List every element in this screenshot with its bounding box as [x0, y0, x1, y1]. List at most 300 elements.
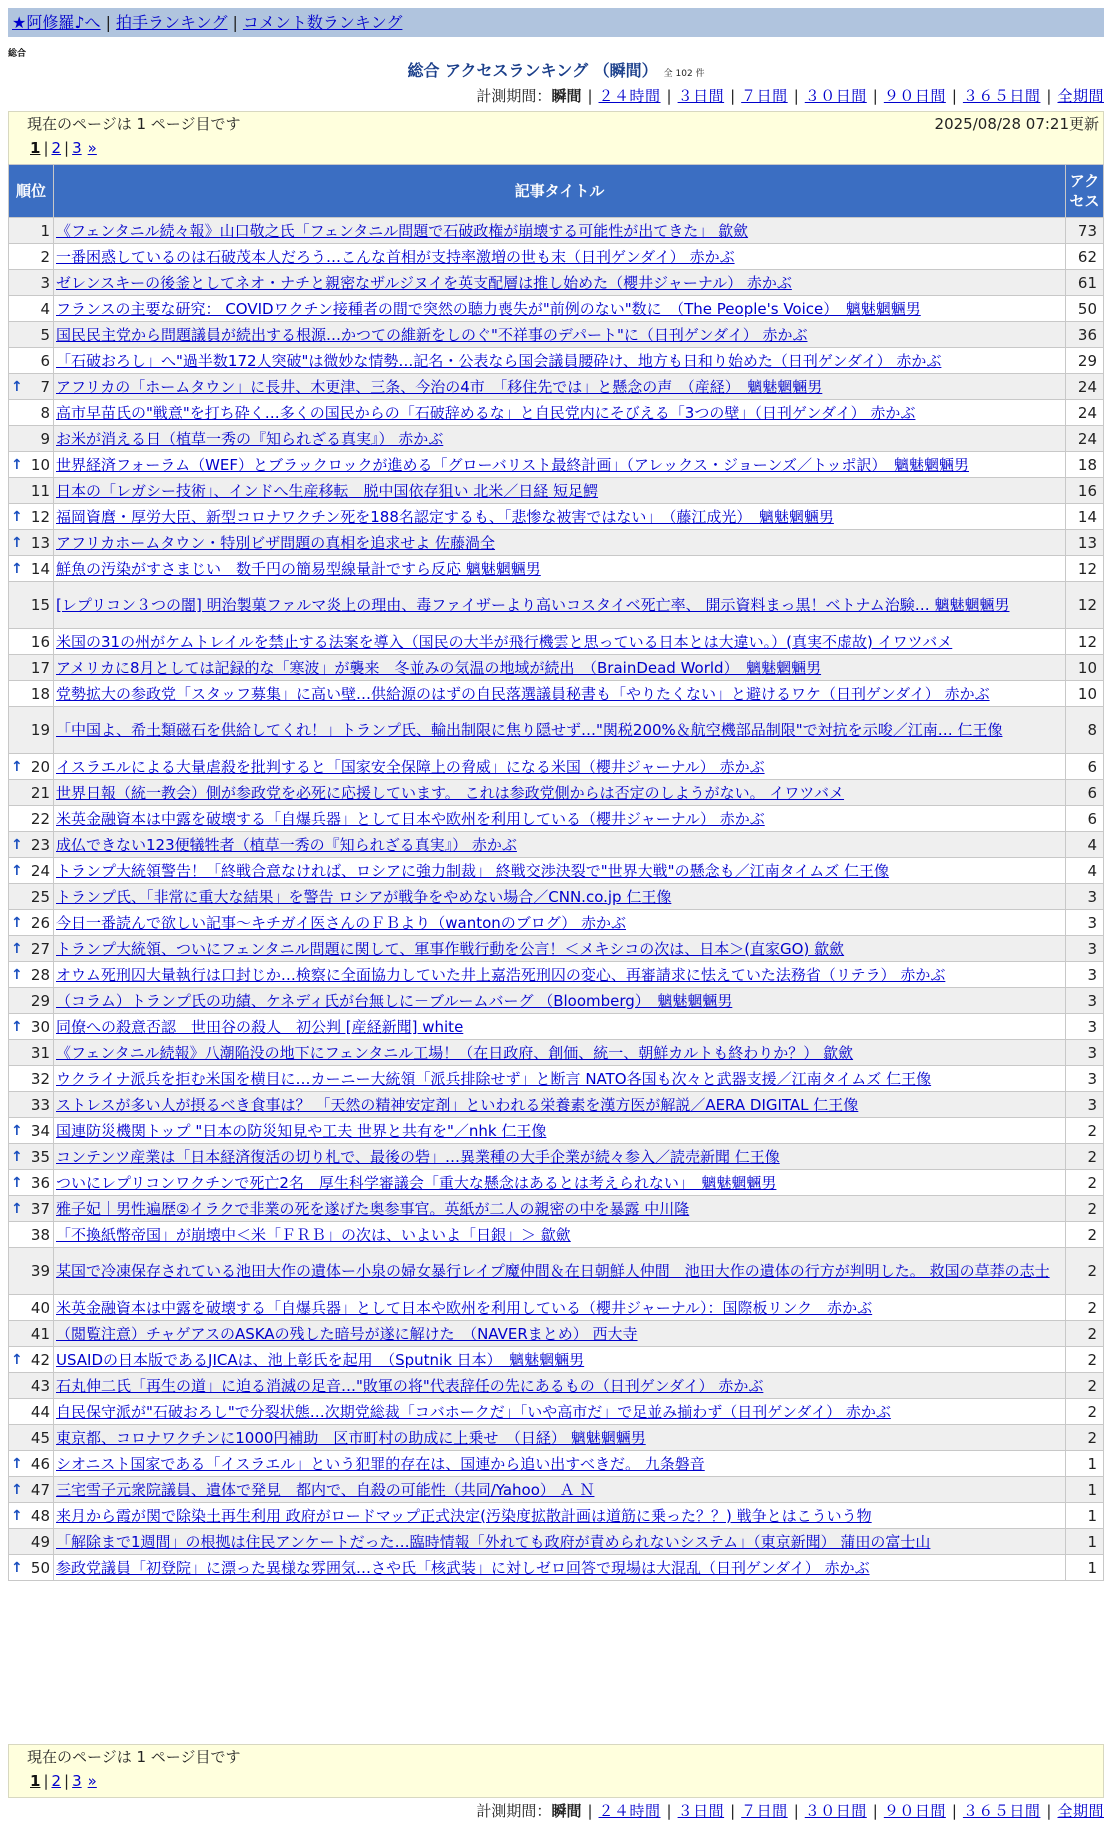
period-link-top-6[interactable]: 全期間 [1057, 87, 1104, 105]
access-count: 16 [1066, 478, 1103, 503]
rank-number: 33 [30, 1095, 50, 1114]
up-arrow-icon: ↑ [11, 940, 23, 957]
access-count: 29 [1066, 348, 1103, 373]
access-count: 62 [1066, 244, 1103, 269]
table-row [9, 400, 1103, 425]
table-row [9, 1529, 1103, 1554]
applause-ranking-link[interactable]: 拍手ランキング [115, 13, 228, 32]
comment-ranking-link[interactable]: コメント数ランキング [242, 13, 403, 32]
title-cell [54, 1092, 1065, 1117]
article-title-link[interactable]: 高市早苗氏の"戦意"を打ち砕く…多くの国民からの「石破辞めるな」と自民党内にそびえる「3つの壁」（日刊ゲンダイ） 赤かぶ [56, 403, 916, 422]
title-cell [54, 296, 1065, 321]
access-count: 2 [1066, 1425, 1103, 1450]
page-title [0, 60, 1112, 85]
nav-separator: | [232, 13, 238, 32]
title-cell [54, 1373, 1065, 1398]
title-cell [54, 1529, 1065, 1554]
rank-cell [9, 1170, 53, 1195]
article-title-link[interactable]: トランプ大統領、ついにフェンタニル問題に関して、軍事作戦行動を公言！＜メキシコの次は、日本＞(直家GO) 歙歛 [56, 939, 845, 958]
next-page-link[interactable]: » [87, 139, 97, 157]
up-arrow-icon: ↑ [11, 758, 23, 775]
access-count: 3 [1066, 1014, 1103, 1039]
article-title-link[interactable]: 雅子妃｜男性遍歴②イラクで非業の死を遂げた奥参事官。英紙が二人の親密の中を暴露 中川隆 [56, 1199, 690, 1218]
rank-cell [9, 884, 53, 909]
article-title-link[interactable]: 世界経済フォーラム（WEF）とブラックロックが進める「グローバリスト最終計画」（アレックス・ジョーンズ／トッポ訳） 魑魅魍魎男 [56, 455, 969, 474]
article-title-link[interactable]: 国連防災機関トップ "日本の防災知見や工夫 世界と共有を"／nhk 仁王像 [56, 1121, 547, 1140]
article-title-link[interactable]: ストレスが多い人が摂るべき食事は？ 「天然の精神安定剤」といわれる栄養素を漢方医が解説／AERA DIGITAL 仁王像 [56, 1095, 859, 1114]
rank-number: 50 [30, 1558, 50, 1577]
article-title-link[interactable]: 福岡資麿・厚労大臣、新型コロナワクチン死を188名認定するも、「悲惨な被害ではない」 （藤江成光） 魑魅魍魎男 [56, 507, 834, 526]
rank-number: 1 [40, 221, 50, 240]
page-link-3[interactable]: 3 [72, 139, 82, 157]
rank-cell [9, 858, 53, 883]
access-count: 2 [1066, 1196, 1103, 1221]
title-cell [54, 754, 1065, 779]
up-arrow-icon: ↑ [11, 1351, 23, 1368]
rank-cell [9, 936, 53, 961]
access-count: 4 [1066, 858, 1103, 883]
article-title-link[interactable]: 成仏できない123便犠牲者（植草一秀の『知られざる真実』） 赤かぶ [56, 835, 517, 854]
table-row [9, 1222, 1103, 1247]
rank-number: 31 [30, 1043, 50, 1062]
article-title-link[interactable]: 自民保守派が"石破おろし"で分裂状態…次期党総裁「コバホークだ」「いや高市だ」で足並み揃わず（日刊ゲンダイ） 赤かぶ [56, 1402, 891, 1421]
title-cell [54, 1425, 1065, 1450]
article-title-link[interactable]: コンテンツ産業は「日本経済復活の切り札で、最後の砦」…異業種の大手企業が続々参入／読売新聞 仁王像 [56, 1147, 780, 1166]
total-count: 全 102 件 [663, 69, 705, 79]
period-separator: | [793, 87, 799, 105]
period-link-bottom-1[interactable]: ３日間 [677, 1802, 725, 1820]
up-arrow-icon: ↑ [11, 534, 23, 551]
article-title-link[interactable]: 東京都、コロナワクチンに1000円補助 区市町村の助成に上乗せ （日経） 魑魅魍魎男 [56, 1428, 646, 1447]
table-row [9, 348, 1103, 373]
period-link-top-2[interactable]: ７日間 [741, 87, 788, 105]
article-title-link[interactable]: 鮮魚の汚染がすさまじい 数千円の簡易型線量計ですら反応 魑魅魍魎男 [56, 559, 541, 578]
title-cell [54, 629, 1065, 654]
title-cell [54, 452, 1065, 477]
nav-separator: | [105, 13, 111, 32]
table-row [9, 1373, 1103, 1398]
period-separator: | [666, 1802, 672, 1820]
rank-number: 6 [40, 351, 50, 370]
rank-cell [9, 270, 53, 295]
period-link-top-3[interactable]: ３０日間 [804, 87, 867, 105]
article-title-link[interactable]: （閲覧注意）チャゲアスのASKAの残した暗号が遂に解けた （NAVERまとめ） 西大寺 [56, 1324, 638, 1343]
table-row [9, 1347, 1103, 1372]
rank-cell [9, 988, 53, 1013]
title-cell [54, 478, 1065, 503]
article-title-link[interactable]: 米英金融資本は中露を破壊する「自爆兵器」として日本や欧州を利用している（櫻井ジャーナル） 赤かぶ [56, 809, 765, 828]
access-count: 3 [1066, 962, 1103, 987]
pagination-separator: | [43, 1772, 49, 1790]
period-separator: | [951, 1802, 957, 1820]
period-link-top-0[interactable]: ２４時間 [598, 87, 661, 105]
rank-cell [9, 707, 53, 753]
access-count: 10 [1066, 655, 1103, 680]
period-link-bottom-3[interactable]: ３０日間 [804, 1802, 867, 1820]
article-title-link[interactable]: 三宅雪子元衆院議員、遺体で発見 都内で、自殺の可能性（共同/Yahoo） Ａ Ｎ [56, 1480, 595, 1499]
rank-cell [9, 400, 53, 425]
article-title-link[interactable]: シオニスト国家である「イスラエル」という犯罪的存在は、国連から追い出すべきだ。 九条磐音 [56, 1454, 705, 1473]
title-cell [54, 1555, 1065, 1580]
rank-number: 37 [30, 1199, 50, 1218]
rank-number: 18 [30, 684, 50, 703]
access-count: 2 [1066, 1144, 1103, 1169]
rank-cell [9, 530, 53, 555]
table-row [9, 936, 1103, 961]
title-cell [54, 556, 1065, 581]
table-row [9, 1503, 1103, 1528]
rank-number: 20 [30, 757, 50, 776]
access-count: 3 [1066, 884, 1103, 909]
rank-cell [9, 582, 53, 628]
rank-cell [9, 962, 53, 987]
rank-number: 28 [30, 965, 50, 984]
rank-cell [9, 1295, 53, 1320]
rank-number: 48 [30, 1506, 50, 1525]
table-row [9, 681, 1103, 706]
up-arrow-icon: ↑ [11, 836, 23, 853]
article-title-link[interactable]: 同僚への殺意否認 世田谷の殺人 初公判 [産経新聞] white [56, 1017, 464, 1036]
up-arrow-icon: ↑ [11, 508, 23, 525]
rank-number: 17 [30, 658, 50, 677]
rank-number: 41 [30, 1324, 50, 1343]
table-row [9, 556, 1103, 581]
period-selector-bottom [476, 1801, 1104, 1821]
title-cell [54, 1144, 1065, 1169]
period-link-bottom-5[interactable]: ３６５日間 [962, 1802, 1041, 1820]
rank-number: 13 [30, 533, 50, 552]
rank-cell [9, 452, 53, 477]
article-title-link[interactable]: アフリカホームタウン・特別ビザ問題の真相を追求せよ 佐藤渦全 [56, 533, 496, 552]
table-row [9, 1425, 1103, 1450]
access-count: 13 [1066, 530, 1103, 555]
access-count: 12 [1066, 556, 1103, 581]
rank-number: 24 [30, 861, 50, 880]
rank-number: 22 [30, 809, 50, 828]
access-count: 61 [1066, 270, 1103, 295]
access-count: 2 [1066, 1347, 1103, 1372]
rank-cell [9, 478, 53, 503]
access-count: 1 [1066, 1529, 1103, 1554]
rank-cell [9, 1066, 53, 1091]
table-row [9, 1118, 1103, 1143]
rank-cell [9, 832, 53, 857]
title-cell [54, 348, 1065, 373]
table-row [9, 962, 1103, 987]
article-title-link[interactable]: 某国で冷凍保存されている池田大作の遺体ー小泉の婦女暴行レイプ魔仲間＆在日朝鮮人仲間 池田大作の遺体の行方が判明した。 救国の草莽の志士 [56, 1262, 1050, 1280]
article-title-link[interactable]: 《フェンタニル続報》八潮陥没の地下にフェンタニル工場！（在日政府、創価、統一、朝鮮カルトも終わりか？） 歙歛 [56, 1043, 854, 1062]
table-row [9, 884, 1103, 909]
rank-cell [9, 780, 53, 805]
rank-number: 43 [30, 1376, 50, 1395]
title-cell [54, 707, 1065, 753]
period-link-bottom-2[interactable]: ７日間 [741, 1802, 788, 1820]
rank-cell [9, 1451, 53, 1476]
rank-number: 26 [30, 913, 50, 932]
table-row [9, 1066, 1103, 1091]
page-link-3[interactable]: 3 [72, 1772, 82, 1790]
article-title-link[interactable]: 参政党議員「初登院」に漂った異様な雰囲気…さや氏「核武装」に対しゼロ回答で現場は大混乱（日刊ゲンダイ） 赤かぶ [56, 1558, 870, 1577]
access-count: 50 [1066, 296, 1103, 321]
access-count: 3 [1066, 1040, 1103, 1065]
up-arrow-icon: ↑ [11, 1481, 23, 1498]
article-title-link[interactable]: 米英金融資本は中露を破壊する「自爆兵器」として日本や欧州を利用している（櫻井ジャーナル）：国際板リンク 赤かぶ [56, 1298, 873, 1317]
period-link-top-5[interactable]: ３６５日間 [962, 87, 1041, 105]
ranking-table-body [9, 218, 1103, 1580]
article-title-link[interactable]: オウム死刑囚大量執行は口封じか…検察に全面協力していた井上嘉浩死刑囚の変心、再審請求に怯えていた法務省（リテラ） 赤かぶ [56, 965, 946, 984]
period-separator: | [730, 1802, 736, 1820]
rank-number: 3 [40, 273, 50, 292]
rank-cell [9, 1040, 53, 1065]
rank-number: 21 [30, 783, 50, 802]
title-cell [54, 1347, 1065, 1372]
article-title-link[interactable]: フランスの主要な研究： COVIDワクチン接種者の間で突然の聴力喪失が"前例のない"数に （The People's Voice） 魑魅魍魎男 [56, 299, 921, 318]
ranking-table [8, 164, 1104, 1581]
top-nav-bar [8, 8, 1104, 37]
article-title-link[interactable]: 党勢拡大の参政党「スタッフ募集」に高い壁…供給源のはずの自民落選議員秘書も「やりたくない」と避けるワケ（日刊ゲンダイ） 赤かぶ [56, 684, 990, 703]
article-title-link[interactable]: トランプ氏、「非常に重大な結果」を警告 ロシアが戦争をやめない場合／CNN.co.jp 仁王像 [56, 887, 672, 906]
title-cell [54, 962, 1065, 987]
title-cell [54, 530, 1065, 555]
title-cell [54, 400, 1065, 425]
table-row [9, 244, 1103, 269]
article-title-link[interactable]: 今日一番読んで欲しい記事～キチガイ医さんのＦＢより（wantonのブログ） 赤かぶ [56, 913, 627, 932]
access-count: 2 [1066, 1295, 1103, 1320]
article-title-link[interactable]: 日本の「レガシー技術」、インドへ生産移転 脱中国依存狙い 北米／日経 短足鰐 [56, 481, 599, 500]
table-row [9, 478, 1103, 503]
period-separator: | [1046, 87, 1052, 105]
title-cell [54, 780, 1065, 805]
title-cell [54, 1170, 1065, 1195]
next-page-link[interactable]: » [87, 1772, 97, 1790]
period-link-top-4[interactable]: ９０日間 [883, 87, 946, 105]
current-page-text: 現在のページは 1 ページ目です [27, 1748, 241, 1766]
table-row [9, 1555, 1103, 1580]
period-current: 瞬間 [551, 1802, 582, 1820]
rank-cell [9, 1118, 53, 1143]
title-cell [54, 1451, 1065, 1476]
period-link-bottom-6[interactable]: 全期間 [1057, 1802, 1104, 1820]
table-row [9, 629, 1103, 654]
rank-cell [9, 1092, 53, 1117]
rank-cell [9, 1425, 53, 1450]
access-count: 73 [1066, 218, 1103, 243]
article-title-link[interactable]: （コラム）トランプ氏の功績、ケネディ氏が台無しに－ブルームバーグ （Bloomberg） 魑魅魍魎男 [56, 991, 733, 1010]
rank-number: 23 [30, 835, 50, 854]
access-count: 12 [1066, 582, 1103, 628]
rank-number: 35 [30, 1147, 50, 1166]
article-title-link[interactable]: 「不換紙幣帝国」が崩壊中＜米「ＦＲＢ」の次は、いよいよ「日銀」＞ 歙歛 [56, 1225, 571, 1244]
title-cell [54, 1118, 1065, 1143]
article-title-link[interactable]: 国民民主党から問題議員が続出する根源…かつての維新をしのぐ"不祥事のデパート"に（日刊ゲンダイ） 赤かぶ [56, 325, 808, 344]
period-separator: | [793, 1802, 799, 1820]
access-count: 6 [1066, 780, 1103, 805]
rank-number: 30 [30, 1017, 50, 1036]
rank-number: 49 [30, 1532, 50, 1551]
rank-number: 19 [30, 721, 50, 739]
page-status-row [9, 112, 1103, 136]
table-row [9, 1092, 1103, 1117]
rank-cell [9, 910, 53, 935]
rank-cell [9, 1373, 53, 1398]
period-link-bottom-0[interactable]: ２４時間 [598, 1802, 661, 1820]
page-info-bottom [8, 1744, 1104, 1798]
title-cell [54, 1014, 1065, 1039]
title-cell [54, 374, 1065, 399]
period-link-bottom-4[interactable]: ９０日間 [883, 1802, 946, 1820]
page-info-top [8, 111, 1104, 165]
title-cell [54, 218, 1065, 243]
table-row [9, 780, 1103, 805]
rank-cell [9, 629, 53, 654]
table-row [9, 270, 1103, 295]
table-row [9, 832, 1103, 857]
access-count: 14 [1066, 504, 1103, 529]
access-count: 2 [1066, 1321, 1103, 1346]
access-count: 2 [1066, 1248, 1103, 1294]
rank-number: 8 [40, 403, 50, 422]
title-cell [54, 1321, 1065, 1346]
table-row [9, 707, 1103, 753]
table-row [9, 322, 1103, 347]
article-title-link[interactable]: USAIDの日本版であるJICAは、池上彰氏を起用 （Sputnik 日本） 魑魅魍魎男 [56, 1350, 585, 1369]
pagination [9, 136, 1103, 160]
table-row [9, 1144, 1103, 1169]
title-cell [54, 806, 1065, 831]
page-link-1[interactable]: 1 [30, 139, 41, 157]
rank-number: 29 [30, 991, 50, 1010]
article-title-link[interactable]: 来月から霞が関で除染土再生利用 政府がロードマップ正式決定(汚染度拡散計画は道筋に乗った？？) 戦争とはこういう物 [56, 1506, 872, 1525]
rank-cell [9, 1477, 53, 1502]
access-count: 6 [1066, 754, 1103, 779]
rank-number: 4 [40, 299, 50, 318]
article-title-link[interactable]: [レプリコン３つの闇] 明治製菓ファルマ炎上の理由、毒ファイザーより高いコスタイベ死亡率、 開示資料まっ黒！ベトナム治験… 魑魅魍魎男 [56, 596, 1010, 614]
up-arrow-icon: ↑ [11, 1148, 23, 1165]
rank-cell [9, 1248, 53, 1294]
page-link-2[interactable]: 2 [51, 139, 62, 157]
period-label: 計測期間： [476, 1802, 552, 1820]
table-row [9, 1399, 1103, 1424]
rank-number: 12 [30, 507, 50, 526]
up-arrow-icon: ↑ [11, 862, 23, 879]
article-title-link[interactable]: 《フェンタニル続々報》山口敬之氏「フェンタニル問題で石破政権が崩壊する可能性が出てきた」 歙歛 [56, 221, 749, 240]
rank-number: 32 [30, 1069, 50, 1088]
rank-cell [9, 348, 53, 373]
rank-number: 46 [30, 1454, 50, 1473]
section-label: 総合 [8, 49, 27, 59]
title-cell [54, 858, 1065, 883]
table-header-row [9, 165, 1103, 217]
title-cell [54, 936, 1065, 961]
article-title-link[interactable]: 「解除まで1週間」の根拠は住民アンケートだった…臨時情報「外れても政府が責められないシステム」（東京新聞） 蒲田の富士山 [56, 1532, 931, 1551]
article-title-link[interactable]: ついにレプリコンワクチンで死亡2名 厚生科学審議会「重大な懸念はあるとは考えられない」 魑魅魍魎男 [56, 1173, 777, 1192]
access-count: 4 [1066, 832, 1103, 857]
access-count: 3 [1066, 936, 1103, 961]
table-row [9, 296, 1103, 321]
period-separator: | [951, 87, 957, 105]
rank-cell [9, 1503, 53, 1528]
rank-header: 順位 [9, 165, 53, 217]
title-cell [54, 1196, 1065, 1221]
article-title-link[interactable]: ゼレンスキーの後釜としてネオ・ナチと親密なザルジヌイを英支配層は推し始めた（櫻井ジャーナル） 赤かぶ [56, 273, 792, 292]
title-cell [54, 1222, 1065, 1247]
pagination-separator: | [64, 1772, 70, 1790]
rank-number: 36 [30, 1173, 50, 1192]
up-arrow-icon: ↑ [11, 560, 23, 577]
table-row [9, 1196, 1103, 1221]
title-cell [54, 582, 1065, 628]
period-separator: | [1046, 1802, 1052, 1820]
rank-number: 2 [40, 247, 50, 266]
up-arrow-icon: ↑ [11, 1200, 23, 1217]
period-link-top-1[interactable]: ３日間 [677, 87, 725, 105]
rank-cell [9, 556, 53, 581]
table-row [9, 806, 1103, 831]
title-cell [54, 832, 1065, 857]
rank-cell [9, 1555, 53, 1580]
table-row [9, 1248, 1103, 1294]
page-link-1[interactable]: 1 [30, 1772, 41, 1790]
up-arrow-icon: ↑ [11, 1559, 23, 1576]
table-row [9, 374, 1103, 399]
access-count: 24 [1066, 374, 1103, 399]
rank-cell [9, 296, 53, 321]
period-separator: | [587, 1802, 593, 1820]
up-arrow-icon: ↑ [11, 1122, 23, 1139]
table-row [9, 452, 1103, 477]
period-label: 計測期間： [476, 87, 552, 105]
article-title-link[interactable]: 一番困惑しているのは石破茂本人だろう…こんな首相が支持率激増の世も末（日刊ゲンダイ） 赤かぶ [56, 247, 735, 266]
access-count: 2 [1066, 1118, 1103, 1143]
article-title-link[interactable]: ウクライナ派兵を拒む米国を横目に…カーニー大統領「派兵排除せず」と断言 NATO各国も次々と武器支援／江南タイムズ 仁王像 [56, 1069, 932, 1088]
article-title-link[interactable]: アフリカの「ホームタウン」に長井、木更津、三条、今治の4市 「移住先では」と懸念の声 （産経） 魑魅魍魎男 [56, 377, 823, 396]
article-title-link[interactable]: 米国の31の州がケムトレイルを禁止する法案を導入（国民の大半が飛行機雲と思っている日本とは大違い。）(真実不虚故) イワツバメ [56, 632, 953, 651]
rank-cell [9, 374, 53, 399]
rank-number: 9 [40, 429, 50, 448]
article-title-link[interactable]: お米が消える日（植草一秀の『知られざる真実』） 赤かぶ [56, 429, 444, 448]
title-cell [54, 1040, 1065, 1065]
rank-cell [9, 1399, 53, 1424]
table-row [9, 1014, 1103, 1039]
table-row [9, 218, 1103, 243]
access-count: 24 [1066, 400, 1103, 425]
access-count: 2 [1066, 1399, 1103, 1424]
up-arrow-icon: ↑ [11, 1507, 23, 1524]
title-cell [54, 910, 1065, 935]
home-link[interactable]: ★阿修羅♪へ [12, 13, 101, 32]
rank-cell [9, 1529, 53, 1554]
article-title-link[interactable]: 「石破おろし」へ"過半数172人突破"は微妙な情勢…記名・公表なら国会議員腰砕け、地方も日和り始めた（日刊ゲンダイ） 赤かぶ [56, 351, 942, 370]
table-row [9, 1321, 1103, 1346]
title-cell [54, 681, 1065, 706]
page-title-text: 総合 アクセスランキング （瞬間） [407, 61, 658, 80]
page-link-2[interactable]: 2 [51, 1772, 62, 1790]
rank-cell [9, 1347, 53, 1372]
article-title-link[interactable]: イスラエルによる大量虐殺を批判すると「国家安全保障上の脅威」になる米国（櫻井ジャーナル） 赤かぶ [56, 757, 765, 776]
article-title-link[interactable]: 世界日報（統一教会）側が参政党を必死に応援しています。 これは参政党側からは否定のしようがない。 イワツバメ [56, 783, 845, 802]
pagination-separator: | [64, 139, 70, 157]
article-title-link[interactable]: アメリカに8月としては記録的な「寒波」が襲来 冬並みの気温の地域が続出 （BrainDead World） 魑魅魍魎男 [56, 658, 822, 677]
access-count: 3 [1066, 988, 1103, 1013]
access-count: 18 [1066, 452, 1103, 477]
article-title-link[interactable]: トランプ大統領警告！「終戦合意なければ、ロシアに強力制裁」 終戦交渉決裂で"世界大戦"の懸念も／江南タイムズ 仁王像 [56, 861, 890, 880]
rank-number: 42 [30, 1350, 50, 1369]
access-header: アクセス [1066, 165, 1103, 217]
article-title-link[interactable]: 「中国よ、希土類磁石を供給してくれ！」トランプ氏、輸出制限に焦り隠せず…"関税200%＆航空機部品制限"で対抗を示唆／江南… 仁王像 [56, 721, 1003, 739]
article-title-link[interactable]: 石丸伸二氏「再生の道」に迫る消滅の足音…"敗軍の将"代表辞任の先にあるもの（日刊ゲンダイ） 赤かぶ [56, 1376, 764, 1395]
pagination-separator: | [43, 139, 49, 157]
table-row [9, 1170, 1103, 1195]
